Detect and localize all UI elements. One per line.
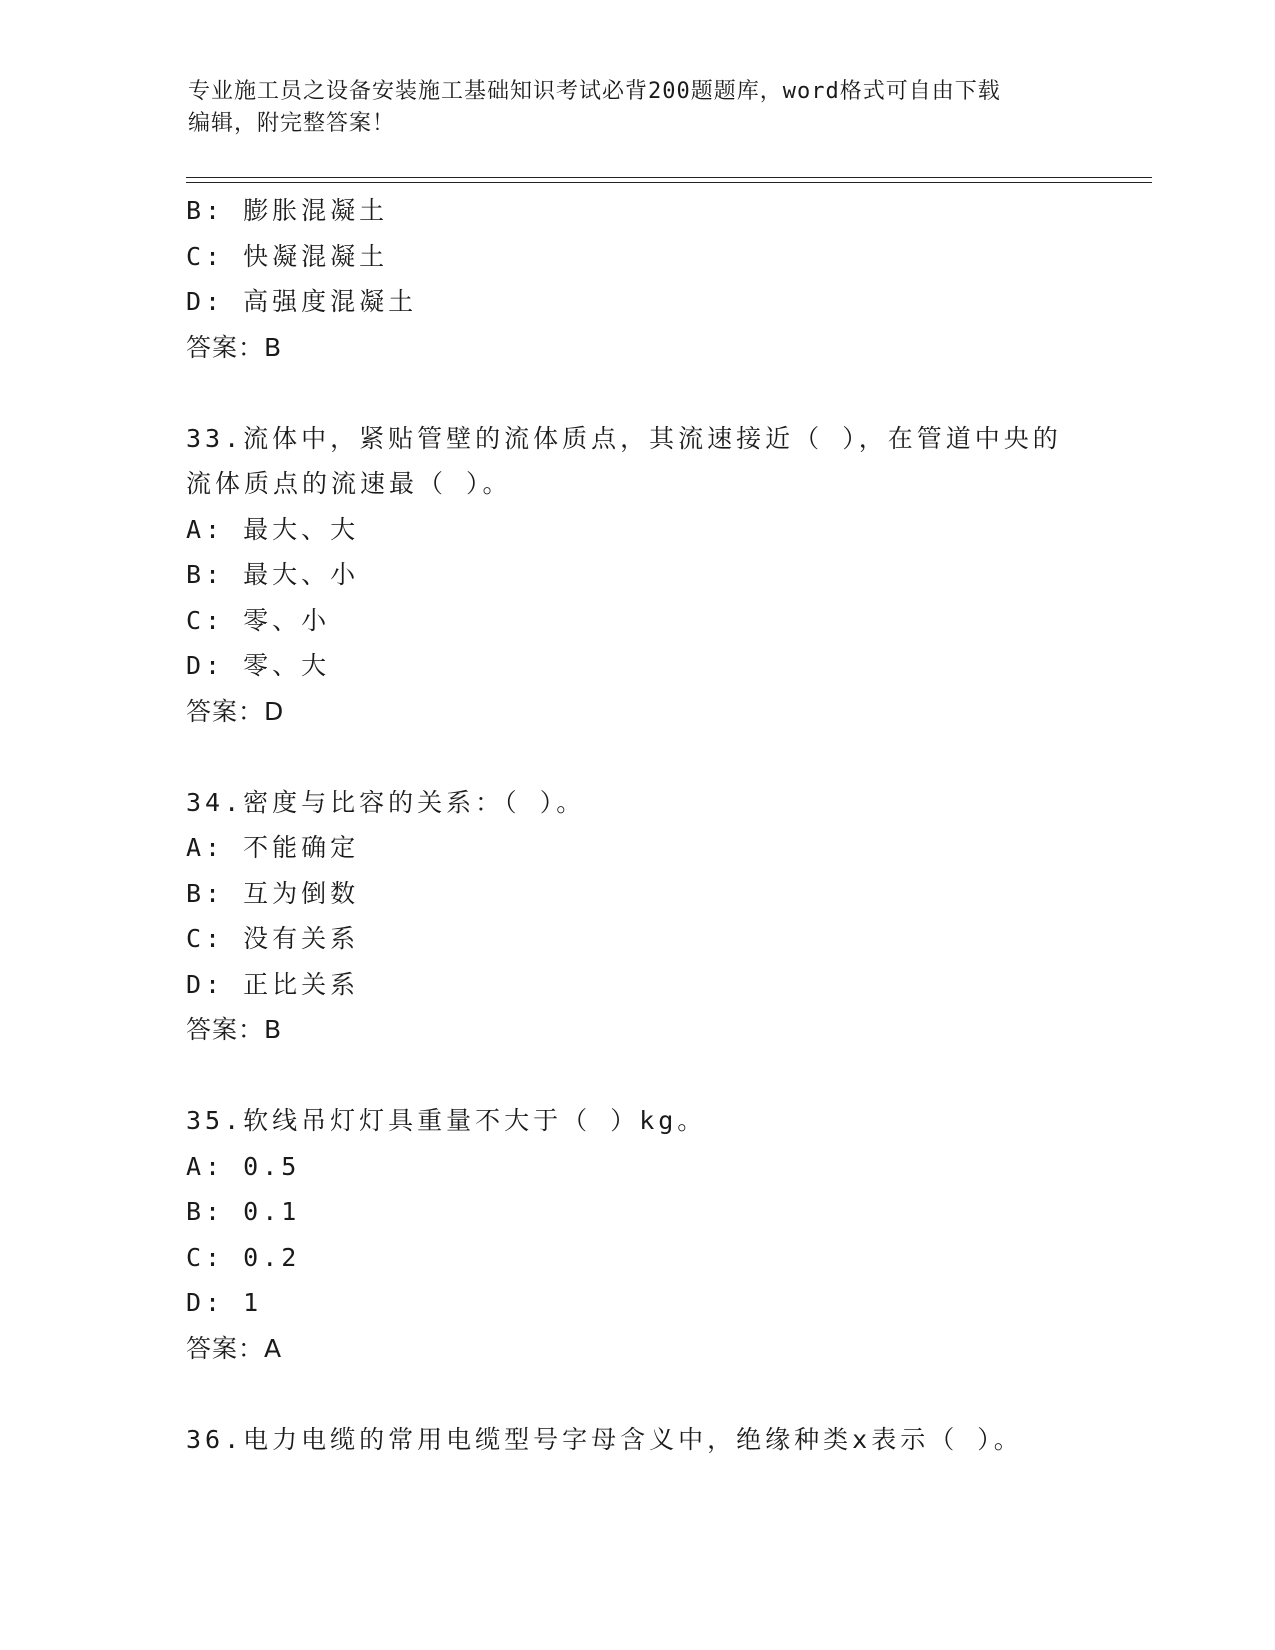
question-stem: 33.流体中，紧贴管壁的流体质点，其流速接近（ ），在管道中央的 [186, 423, 1062, 453]
question-32 [186, 188, 1086, 370]
answer: 答案：D [186, 696, 285, 726]
option-c: C: 0.2 [186, 1242, 301, 1272]
header-double-rule [186, 177, 1152, 183]
question-36 [186, 1417, 1086, 1463]
option-b: B: 最大、小 [186, 560, 360, 589]
question-34 [186, 780, 1086, 1053]
option-b: B: 膨胀混凝土 [186, 196, 389, 225]
answer: 答案：B [186, 332, 283, 362]
header-title-line-1: 专业施工员之设备安装施工基础知识考试必背200题题库，word格式可自由下载 [188, 79, 1001, 104]
option-a: A: 最大、大 [186, 514, 360, 544]
option-c: C: 零、小 [186, 605, 331, 635]
question-stem: 35.软线吊灯灯具重量不大于（ ）kg。 [186, 1106, 707, 1135]
header-title-line-2: 编辑，附完整答案！ [188, 111, 396, 136]
option-c: C: 快凝混凝土 [186, 241, 389, 271]
option-b: B: 0.1 [186, 1197, 301, 1226]
question-stem: 36.电力电缆的常用电缆型号字母含义中，绝缘种类x表示（ ）。 [186, 1424, 1023, 1454]
option-a: A: 不能确定 [186, 833, 360, 862]
answer: 答案：A [186, 1333, 283, 1363]
question-stem-continued: 流体质点的流速最（ ）。 [186, 469, 512, 498]
answer: 答案：B [186, 1015, 283, 1044]
option-d: D: 高强度混凝土 [186, 287, 418, 316]
question-list [186, 188, 1086, 1462]
option-b: B: 互为倒数 [186, 878, 360, 908]
question-stem: 34.密度与比容的关系：（ ）。 [186, 787, 586, 817]
option-d: D: 1 [186, 1288, 263, 1317]
question-33 [186, 416, 1086, 735]
option-d: D: 正比关系 [186, 969, 360, 999]
page-header [188, 76, 1088, 140]
option-c: C: 没有关系 [186, 924, 360, 953]
question-35 [186, 1098, 1086, 1371]
option-d: D: 零、大 [186, 651, 331, 680]
option-a: A: 0.5 [186, 1151, 301, 1181]
